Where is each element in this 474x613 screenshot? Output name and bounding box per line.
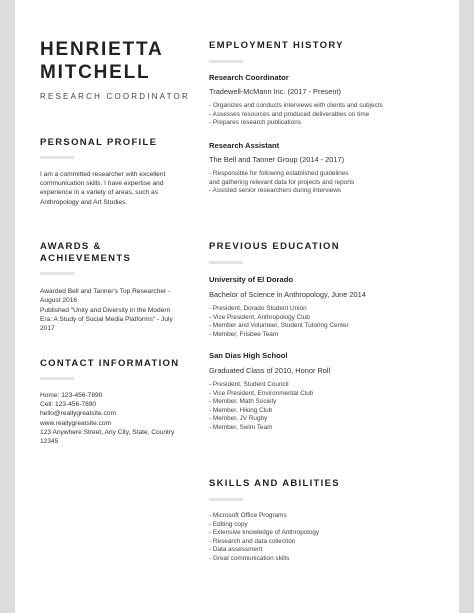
list-item: - Responsible for following established guidelines [209,170,349,177]
contact-home: Home: 123-456-7890 [40,392,103,399]
list-item: - President, Dorado Student Union [209,305,307,312]
list-item: - Prepares research publications [209,119,301,127]
contact-cell: Cell: 123-456-7890 [40,401,97,409]
contact-details [40,391,190,446]
profile-text: I am a committed researcher with excellent communication skills. I have expertise and experience in a variety of areas, such as Anthropology and Art Studies. [40,171,166,206]
list-item: - Member, JV Rugby [209,415,268,423]
school-2-name: San Dias High School [209,351,288,360]
list-item: - Research and data collection [209,537,296,545]
list-item: - Member, Hiking Club [209,406,273,414]
list-item: and gathering relevant data for projects and reports [209,178,355,186]
resume-page [15,0,459,613]
profile-divider [40,156,74,159]
profile-heading: PERSONAL PROFILE [40,137,158,148]
awards-divider [40,272,74,275]
skills-heading: SKILLS AND ABILITIES [209,478,340,489]
job-1-title: Research Coordinator [209,73,289,82]
list-item: - Member, Swim Team [209,423,273,431]
job-1-bullets [209,102,383,128]
last-name: MITCHELL [40,62,151,83]
full-name [40,38,164,84]
employment-heading: EMPLOYMENT HISTORY [209,40,344,51]
contact-divider [40,377,74,380]
school-1-bullets [209,305,349,339]
contact-email[interactable]: hello@reallygreatsite.com [40,410,116,418]
skills-divider [209,498,243,501]
list-item: - Data assessment [209,546,263,554]
education-divider [209,261,243,264]
job-2-org: The Bell and Tanner Group (2014 - 2017) [209,155,345,164]
list-item: - Editing copy [209,520,248,528]
awards-heading-line2: ACHIEVEMENTS [40,253,132,264]
first-name: HENRIETTA [40,39,164,60]
job-role: RESEARCH COORDINATOR [40,92,190,101]
school-2-degree: Graduated Class of 2010, Honor Roll [209,366,331,375]
award-item-1: Awarded Bell and Tanner's Top Researcher - August 2016 [40,288,171,305]
award-item-2: Published "Unity and Diversity in the Modern Era: A Study of Social Media Platforms" - July 2017 [40,307,173,333]
list-item: - Microsoft Office Programs [209,512,287,519]
skills-list [209,512,319,564]
school-1-degree: Bachelor of Science in Anthropology, June 2014 [209,290,366,299]
contact-heading: CONTACT INFORMATION [40,358,180,369]
list-item: - Assesses resources and produced deliverables on time [209,110,370,118]
education-heading: PREVIOUS EDUCATION [209,241,340,252]
job-2-title: Research Assistant [209,141,280,150]
list-item: - President, Student Council [209,381,289,388]
awards-heading [40,241,131,265]
list-item: - Member, Math Society [209,398,277,406]
list-item: - Vice President, Anthropology Club [209,313,310,321]
school-1-name: University of El Dorado [209,275,293,284]
list-item: - Extensive knowledge of Anthropology [209,529,320,537]
list-item: - Assisted senior researchers during interviews [209,187,342,195]
list-item: - Vice President, Environmental Club [209,389,314,397]
list-item: - Organizes and conducts interviews with clients and subjects [209,102,383,109]
list-item: - Member, Frisbee Team [209,330,279,338]
contact-address: 123 Anywhere Street, Any City, State, Country 12345 [40,428,175,446]
list-item: - Great communication skills [209,554,290,562]
list-item: - Member and Volunteer, Student Tutoring Center [209,322,349,330]
school-2-bullets [209,381,313,433]
job-2-bullets [209,170,354,196]
job-1-org: Tradewell-McMann Inc. (2017 - Present) [209,87,341,96]
awards-heading-line1: AWARDS & [40,241,102,252]
employment-divider [209,60,243,63]
contact-website[interactable]: www.reallygreatsite.com [40,419,112,427]
